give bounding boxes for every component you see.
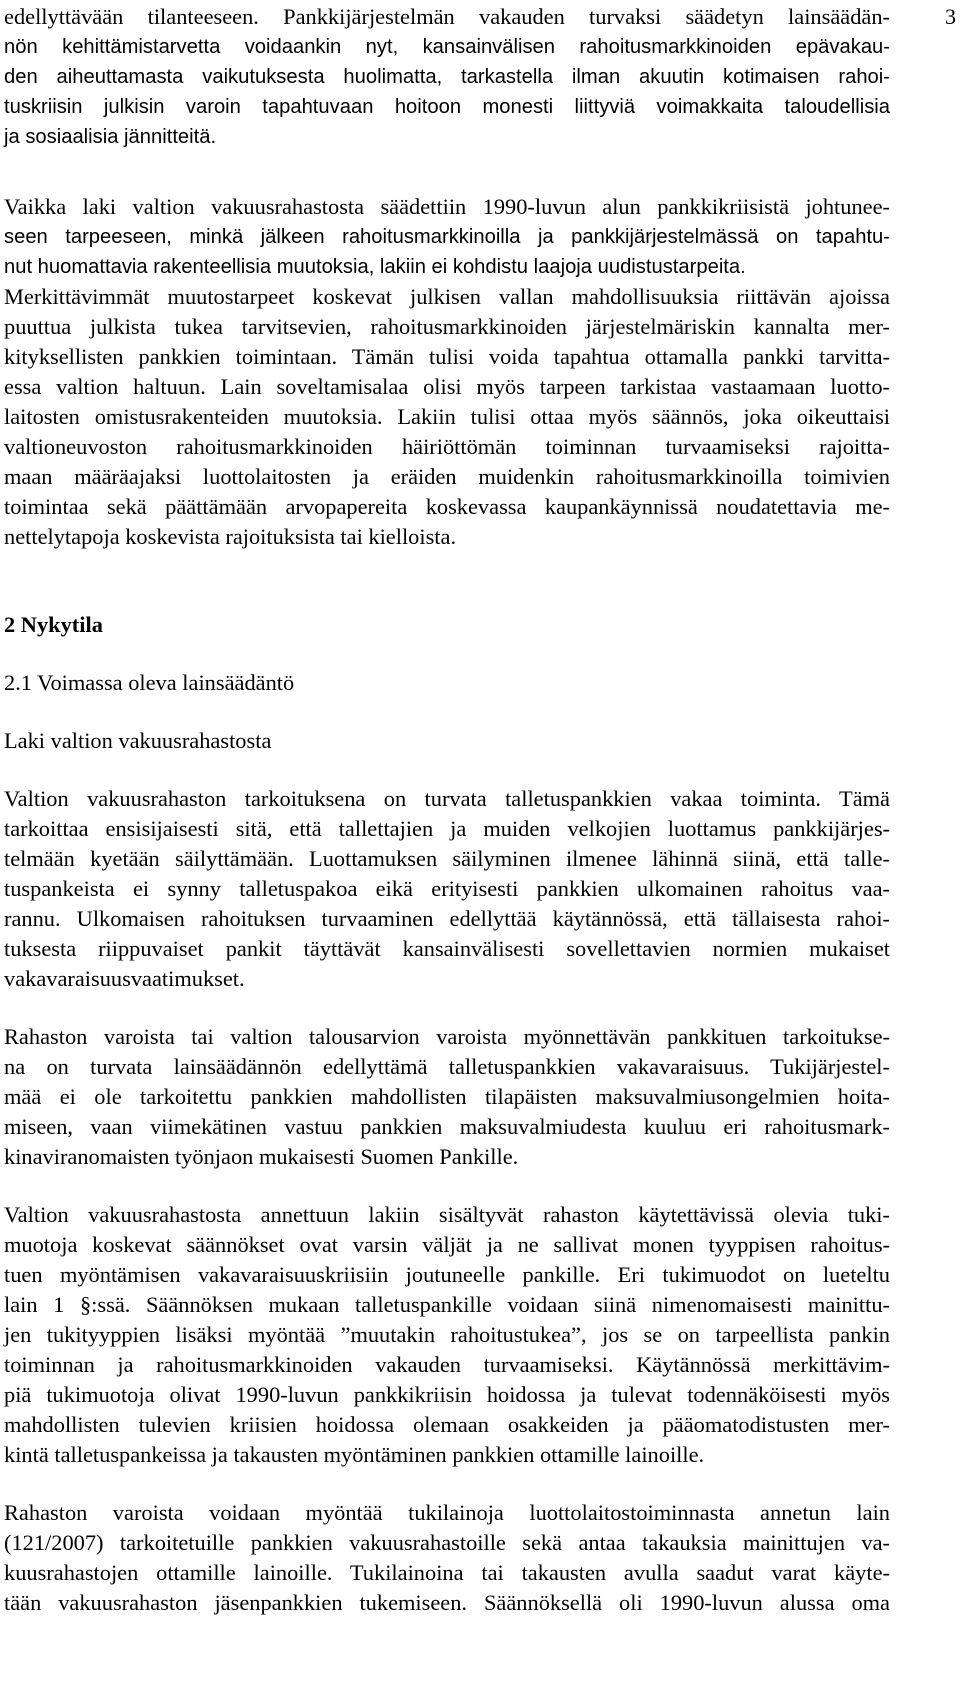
text-line: muotoja koskevat säännökset ovat varsin väljät ja ne sallivat monen tyyppisen rahoitus- [4,1232,890,1257]
text-line: kintä talletuspankeissa ja takausten myöntäminen pankkien ottamille lainoille. [4,1442,705,1467]
text-line: toimintaa sekä päättämään arvopapereita koskevassa kaupankäynnissä noudatettavia me- [4,494,890,519]
text-line: seen tarpeeseen, minkä jälkeen rahoitusmarkkinoilla ja pankkijärjestelmässä on tapahtu- [4,226,890,248]
paragraph-1 [4,192,890,552]
text-line: edellyttävään tilanteeseen. Pankkijärjestelmän vakauden turvaksi säädetyn lainsäädän- [4,4,890,29]
paragraph-spacer [4,1470,890,1498]
text-line: tarkoittaa ensisijaisesti sitä, että tallettajien ja muiden velkojien luottamus pankkijärjes- [4,816,890,841]
heading-spacer [4,756,890,784]
text-line: puuttua julkista tukea tarvitsevien, rahoitusmarkkinoiden järjestelmäriskin kannalta mer- [4,314,890,339]
text-line: valtioneuvoston rahoitusmarkkinoiden häiriöttömän toiminnan turvaamiseksi rajoitta- [4,434,890,459]
paragraph-spacer [4,152,890,192]
text-line: (121/2007) tarkoitetuille pankkien vakuusrahastoille sekä antaa takauksia mainittujen va- [4,1530,890,1555]
page-number: 3 [945,4,956,29]
paragraph-4 [4,1200,890,1470]
text-line: kuusrahastojen ottamille lainoille. Tukilainoina tai takausten avulla saadut varat käyte- [4,1560,890,1585]
heading-spacer [4,640,890,668]
document-body [4,2,890,1618]
paragraph-3 [4,1022,890,1172]
text-line: Vaikka laki valtion vakuusrahastosta säädettiin 1990-luvun alun pankkikriisistä johtunee- [4,194,890,219]
paragraph-5 [4,1498,890,1618]
text-line: nön kehittämistarvetta voidaankin nyt, kansainvälisen rahoitusmarkkinoiden epävakau- [4,36,890,58]
paragraph-2 [4,784,890,994]
text-line: jen tukityyppien lisäksi myöntää ”muutakin rahoitustukea”, jos se on tarpeellista pankin [4,1322,890,1347]
text-line: nettelytapoja koskevista rajoituksista tai kielloista. [4,524,457,549]
text-line: vakavaraisuusvaatimukset. [4,966,245,991]
text-line: tuspankeista ei synny talletuspakoa eikä erityisesti pankkien ulkomainen rahoitus vaa- [4,876,890,901]
text-line: ja sosiaalisia jännitteitä. [4,126,217,148]
text-line: essa valtion haltuun. Lain soveltamisalaa olisi myös tarpeen tarkistaa vastaamaan luotto- [4,374,890,399]
text-line: Rahaston varoista voidaan myöntää tukilainoja luottolaitostoiminnasta annetun lain [4,1500,890,1525]
text-line: rannu. Ulkomaisen rahoituksen turvaaminen edellyttää käytännössä, että tällaisesta rahoi- [4,906,890,931]
text-line: tuksesta riippuvaiset pankit täyttävät kansainvälisesti sovellettavien normien mukaiset [4,936,890,961]
text-line: lain 1 §:ssä. Säännöksen mukaan talletuspankille voidaan siinä nimenomaisesti mainittu- [4,1292,890,1317]
heading-spacer [4,698,890,726]
subsection-heading: 2.1 Voimassa oleva lainsäädäntö [4,670,295,695]
text-line: telmään kyetään säilyttämään. Luottamuksen säilyminen ilmenee lähinnä siinä, että talle- [4,846,890,871]
text-line: piä tukimuotoja olivat 1990-luvun pankkikriisin hoidossa ja tulevat todennäköisesti myös [4,1382,890,1407]
law-title: Laki valtion vakuusrahastosta [4,728,272,753]
text-line: tuskriisin julkisin varoin tapahtuvaan hoitoon monesti liittyviä voimakkaita taloudellisia [4,96,890,118]
text-line: miseen, vaan viimekätinen vastuu pankkien maksuvalmiudesta kuuluu eri rahoitusmark- [4,1114,890,1139]
text-line: Rahaston varoista tai valtion talousarvion varoista myönnettävän pankkituen tarkoitukse- [4,1024,890,1049]
text-line: tään vakuusrahaston jäsenpankkien tukemiseen. Säännöksellä oli 1990-luvun alussa oma [4,1590,890,1615]
text-line: maan määräajaksi luottolaitosten ja eräiden muidenkin rahoitusmarkkinoilla toimivien [4,464,890,489]
paragraph-intro [4,2,890,152]
section-spacer [4,552,890,610]
paragraph-spacer [4,994,890,1022]
text-line: laitosten omistusrakenteiden muutoksia. Lakiin tulisi ottaa myös säännös, joka oikeuttaisi [4,404,890,429]
section-heading: 2 Nykytila [4,612,103,637]
text-line: Valtion vakuusrahastosta annettuun lakiin sisältyvät rahaston käytettävissä olevia tuki- [4,1202,890,1227]
text-line: mää ei ole tarkoitettu pankkien mahdollisten tilapäisten maksuvalmiusongelmien hoita- [4,1084,890,1109]
text-line: den aiheuttamasta vaikutuksesta huolimatta, tarkastella ilman akuutin kotimaisen rahoi- [4,66,890,88]
text-line: na on turvata lainsäädännön edellyttämä talletuspankkien vakavaraisuus. Tukijärjestel- [4,1054,890,1079]
text-line: tuen myöntämisen vakavaraisuuskriisiin joutuneelle pankille. Eri tukimuodot on lueteltu [4,1262,890,1287]
text-line: toiminnan ja rahoitusmarkkinoiden vakauden turvaamiseksi. Käytännössä merkittävim- [4,1352,890,1377]
text-line: Valtion vakuusrahaston tarkoituksena on turvata talletuspankkien vakaa toiminta. Tämä [4,786,890,811]
text-line: Merkittävimmät muutostarpeet koskevat julkisen vallan mahdollisuuksia riittävän ajoissa [4,284,890,309]
text-line: kityksellisten pankkien toimintaan. Tämän tulisi voida tapahtua ottamalla pankki tarvitta- [4,344,890,369]
text-line: mahdollisten tulevien kriisien hoidossa olemaan osakkeiden ja pääomatodistusten mer- [4,1412,890,1437]
paragraph-spacer [4,1172,890,1200]
text-line: kinaviranomaisten työnjaon mukaisesti Suomen Pankille. [4,1144,519,1169]
text-line: nut huomattavia rakenteellisia muutoksia, lakiin ei kohdistu laajoja uudistustarpeita. [4,256,746,278]
